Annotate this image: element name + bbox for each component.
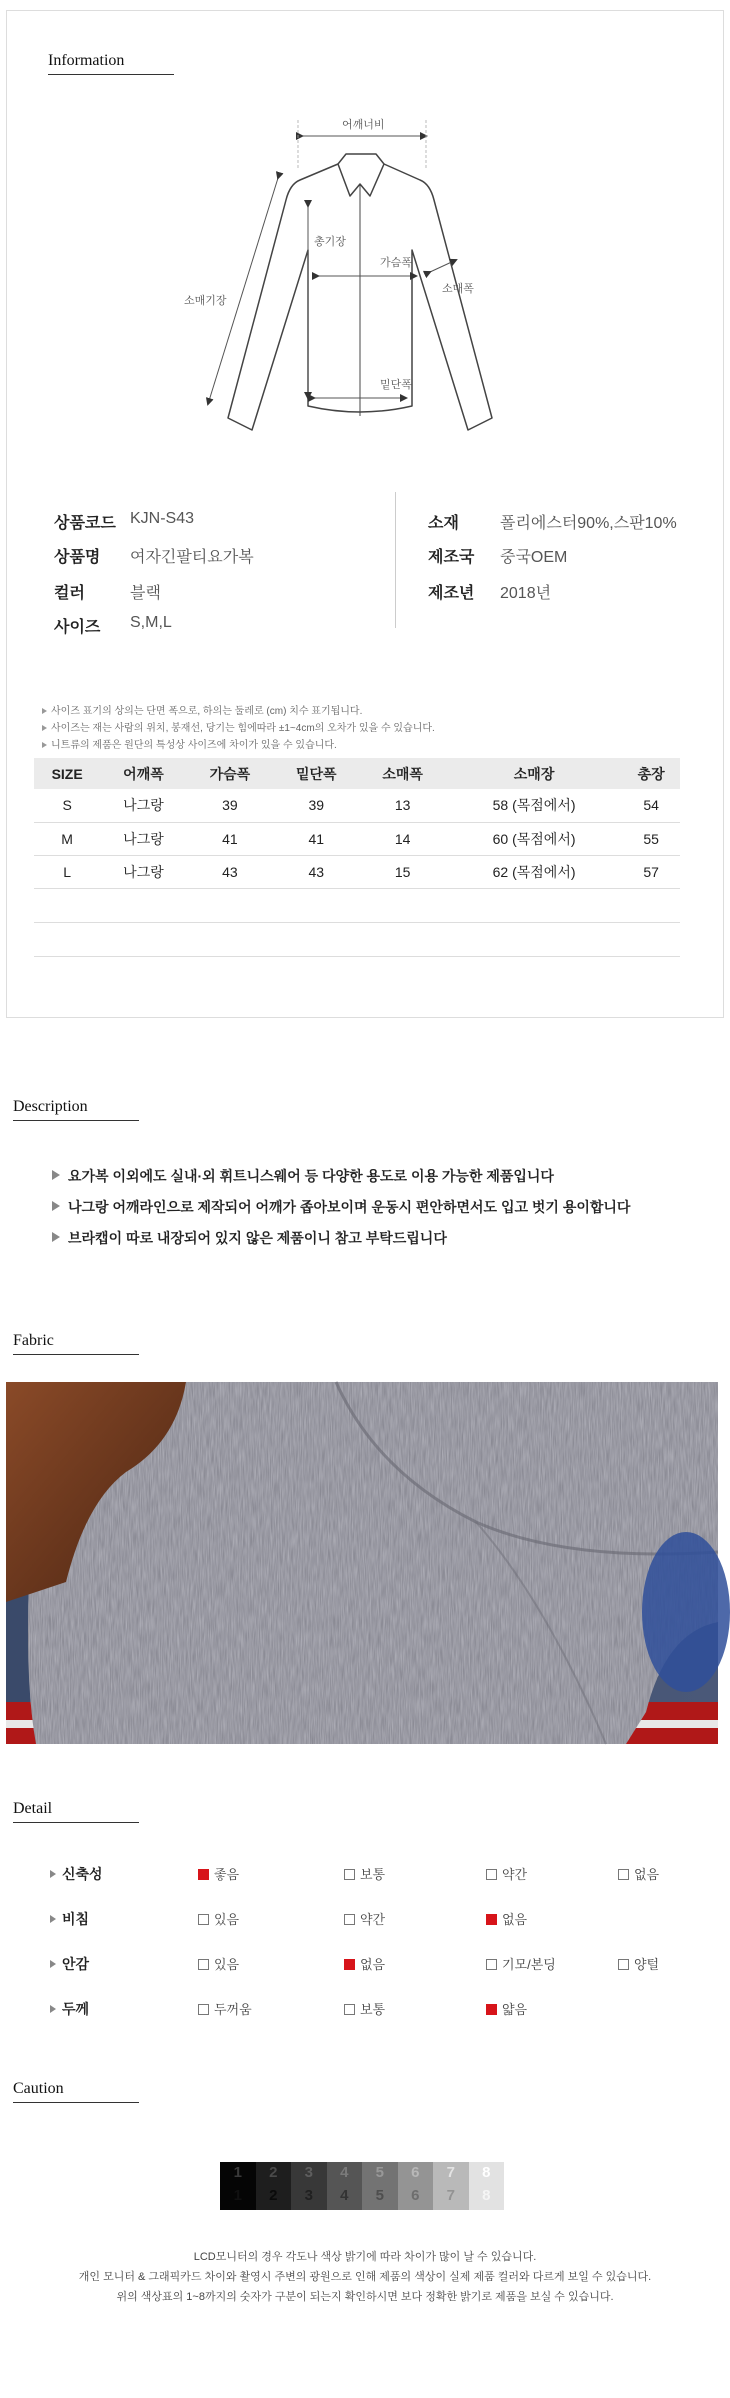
header-cell: 어깨폭 — [100, 758, 186, 789]
detail-option: 없음 — [486, 1909, 527, 1928]
swatch-cell — [291, 2162, 327, 2210]
detail-option: 기모/본딩 — [486, 1954, 556, 1973]
caution-line: LCD모니터의 경우 각도나 색상 밝기에 따라 차이가 많이 날 수 있습니다. — [193, 2251, 537, 2263]
checkbox-checked[interactable] — [344, 1959, 355, 1970]
swatch-cell — [220, 2162, 256, 2210]
color-key: 컬러 — [54, 585, 85, 602]
checkbox[interactable] — [344, 1914, 355, 1925]
swatch-number-bottom: 8 — [482, 2187, 491, 2204]
swatch-number-top: 4 — [340, 2164, 349, 2181]
caution-title-underline — [13, 2102, 139, 2103]
swatch-number-top: 1 — [233, 2164, 242, 2181]
label-sleeve-width: 소매폭 — [442, 282, 474, 295]
triangle-bullet-icon — [50, 1915, 56, 1923]
table-cell: 나그랑 — [100, 789, 186, 822]
detail-option: 약간 — [344, 1909, 385, 1928]
checkbox-checked[interactable] — [486, 2004, 497, 2015]
detail-option: 있음 — [198, 1909, 239, 1928]
year-key: 제조년 — [428, 585, 475, 602]
detail-title: Detail — [13, 1800, 53, 1817]
checkbox[interactable] — [618, 1869, 629, 1880]
table-cell: 54 — [622, 789, 680, 822]
table-cell: L — [34, 855, 100, 888]
table-cell: 41 — [187, 822, 273, 855]
checkbox[interactable] — [198, 1959, 209, 1970]
size-table — [34, 758, 680, 957]
swatch-number-top: 7 — [446, 2164, 455, 2181]
product-name-value: 여자긴팔티요가복 — [130, 549, 254, 566]
caution-line: 위의 색상표의 1~8까지의 숫자가 구분이 되는지 확인하시면 보다 정확한 밝기로 제품을 보실 수 있습니다. — [116, 2291, 614, 2303]
table-cell: 13 — [359, 789, 445, 822]
table-cell: 43 — [273, 855, 359, 888]
product-code-key: 상품코드 — [54, 515, 116, 532]
table-cell: 58 (목점에서) — [446, 789, 622, 822]
swatch-number-top: 5 — [375, 2164, 384, 2181]
table-cell: 39 — [187, 789, 273, 822]
country-key: 제조국 — [428, 549, 475, 566]
detail-option: 있음 — [198, 1954, 239, 1973]
triangle-bullet-icon — [42, 742, 47, 748]
table-cell: 60 (목점에서) — [446, 822, 622, 855]
checkbox[interactable] — [486, 1869, 497, 1880]
fabric-title-underline — [13, 1354, 139, 1355]
header-cell: 총장 — [622, 758, 680, 789]
swatch-cell — [398, 2162, 434, 2210]
swatch-number-top: 8 — [482, 2164, 491, 2181]
header-cell: 소매폭 — [359, 758, 445, 789]
swatch-number-bottom: 2 — [269, 2187, 278, 2204]
checkbox[interactable] — [486, 1959, 497, 1970]
triangle-bullet-icon — [52, 1201, 60, 1211]
size-key: 사이즈 — [54, 619, 101, 636]
table-cell: S — [34, 789, 100, 822]
brightness-swatch — [220, 2162, 504, 2210]
triangle-bullet-icon — [50, 2005, 56, 2013]
header-cell: SIZE — [34, 758, 100, 789]
size-table-header — [34, 758, 680, 789]
product-info-divider — [395, 492, 396, 628]
swatch-number-bottom: 1 — [233, 2187, 242, 2204]
table-cell: 62 (목점에서) — [446, 855, 622, 888]
detail-option: 두꺼움 — [198, 1999, 252, 2018]
size-note: 사이즈 표기의 상의는 단면 폭으로, 하의는 둘레로 (cm) 치수 표기됩니다. — [42, 702, 362, 717]
swatch-number-bottom: 6 — [411, 2187, 420, 2204]
header-cell: 소매장 — [446, 758, 622, 789]
detail-label: 두께 — [50, 1999, 89, 2019]
caution-title: Caution — [13, 2080, 64, 2097]
detail-label: 신축성 — [50, 1864, 103, 1884]
detail-option: 양털 — [618, 1954, 659, 1973]
triangle-bullet-icon — [52, 1232, 60, 1242]
triangle-bullet-icon — [50, 1960, 56, 1968]
swatch-cell — [327, 2162, 363, 2210]
table-cell: 15 — [359, 855, 445, 888]
checkbox-checked[interactable] — [486, 1914, 497, 1925]
swatch-cell — [362, 2162, 398, 2210]
size-note: 사이즈는 재는 사람의 위치, 봉재선, 당기는 힘에따라 ±1~4cm의 오차가 있을 수 있습니다. — [42, 719, 435, 734]
table-cell: 57 — [622, 855, 680, 888]
checkbox[interactable] — [198, 2004, 209, 2015]
table-cell: 14 — [359, 822, 445, 855]
table-cell: M — [34, 822, 100, 855]
product-code-value: KJN-S43 — [130, 510, 195, 527]
detail-option: 보통 — [344, 1999, 385, 2018]
detail-option: 좋음 — [198, 1864, 239, 1883]
checkbox[interactable] — [618, 1959, 629, 1970]
detail-option: 없음 — [344, 1954, 385, 1973]
swatch-cell — [256, 2162, 292, 2210]
detail-option: 보통 — [344, 1864, 385, 1883]
table-row — [34, 789, 680, 822]
label-sleeve-length: 소매기장 — [184, 294, 227, 307]
swatch-number-top: 2 — [269, 2164, 278, 2181]
triangle-bullet-icon — [52, 1170, 60, 1180]
material-value: 폴리에스터90%,스판10% — [500, 515, 677, 532]
table-row — [34, 822, 680, 855]
information-title-underline — [48, 74, 174, 75]
header-cell: 밑단폭 — [273, 758, 359, 789]
swatch-number-top: 6 — [411, 2164, 420, 2181]
checkbox[interactable] — [344, 1869, 355, 1880]
fabric-photo — [6, 1382, 718, 1744]
fabric-title: Fabric — [13, 1332, 54, 1349]
label-hem: 밑단폭 — [380, 378, 412, 391]
detail-title-underline — [13, 1822, 139, 1823]
detail-label: 안감 — [50, 1954, 89, 1974]
swatch-cell — [433, 2162, 469, 2210]
swatch-number-bottom: 5 — [375, 2187, 384, 2204]
caution-line: 개인 모니터 & 그래픽카드 차이와 촬영시 주변의 광원으로 인해 제품의 색상이 실제 제품 컬러와 다르게 보일 수 있습니다. — [78, 2271, 652, 2283]
color-value: 블랙 — [130, 585, 161, 602]
detail-option: 없음 — [618, 1864, 659, 1883]
triangle-bullet-icon — [42, 708, 47, 714]
table-row-empty — [34, 888, 680, 922]
table-cell: 41 — [273, 822, 359, 855]
product-name-key: 상품명 — [54, 549, 101, 566]
header-cell: 가슴폭 — [187, 758, 273, 789]
table-cell: 55 — [622, 822, 680, 855]
year-value: 2018년 — [500, 585, 552, 602]
swatch-cell — [469, 2162, 505, 2210]
checkbox[interactable] — [344, 2004, 355, 2015]
swatch-number-bottom: 4 — [340, 2187, 349, 2204]
triangle-bullet-icon — [42, 725, 47, 731]
detail-option: 얇음 — [486, 1999, 527, 2018]
checkbox[interactable] — [198, 1914, 209, 1925]
detail-option: 약간 — [486, 1864, 527, 1883]
size-value: S,M,L — [130, 614, 172, 631]
swatch-number-top: 3 — [304, 2164, 313, 2181]
country-value: 중국OEM — [500, 549, 568, 566]
description-title-underline — [13, 1120, 139, 1121]
swatch-number-bottom: 3 — [304, 2187, 313, 2204]
size-note: 니트류의 제품은 원단의 특성상 사이즈에 차이가 있을 수 있습니다. — [42, 736, 337, 751]
detail-label: 비침 — [50, 1909, 89, 1929]
description-line: 요가복 이외에도 실내·외 휘트니스웨어 등 다양한 용도로 이용 가능한 제품입니다 — [52, 1166, 554, 1186]
table-cell: 39 — [273, 789, 359, 822]
triangle-bullet-icon — [50, 1870, 56, 1878]
table-cell: 나그랑 — [100, 822, 186, 855]
label-shoulder: 어깨너비 — [342, 118, 385, 131]
label-chest: 가슴폭 — [380, 256, 412, 269]
information-title: Information — [48, 52, 125, 69]
description-line: 브라캡이 따로 내장되어 있지 않은 제품이니 참고 부탁드립니다 — [52, 1228, 447, 1248]
table-cell: 나그랑 — [100, 855, 186, 888]
swatch-number-bottom: 7 — [446, 2187, 455, 2204]
checkbox-checked[interactable] — [198, 1869, 209, 1880]
table-row-empty — [34, 922, 680, 956]
description-line: 나그랑 어깨라인으로 제작되어 어깨가 좁아보이며 운동시 편안하면서도 입고 벗기 용이합니다 — [52, 1197, 630, 1217]
label-length: 총기장 — [314, 235, 346, 248]
table-cell: 43 — [187, 855, 273, 888]
material-key: 소재 — [428, 515, 459, 532]
table-row — [34, 855, 680, 888]
garment-size-diagram — [184, 100, 530, 445]
description-title: Description — [13, 1098, 88, 1115]
